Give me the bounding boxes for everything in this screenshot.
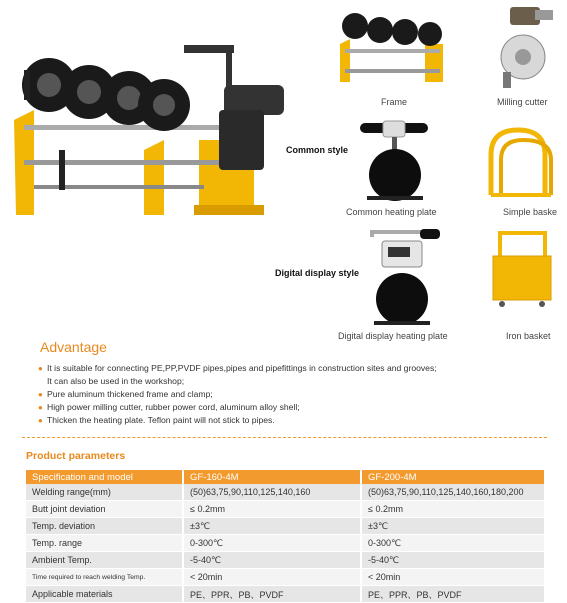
caption-frame: Frame [381,97,408,107]
advantage-item: ● High power milling cutter, rubber power cord, aluminum alloy shell; [38,402,300,412]
common-heating-plate-image [355,118,435,203]
main-machine-image [4,30,304,220]
caption-digital-heating-plate: Digital display heating plate [338,331,448,341]
table-row: Butt joint deviation ≤ 0.2mm ≤ 0.2mm [26,501,545,518]
caption-iron-basket: Iron basket [506,331,551,341]
table-row: Time required to reach welding Temp. < 20min < 20min [26,569,545,586]
table-row: Applicable materials PE、PPR、PB、PVDF PE、PPR、PB、PVDF [26,586,545,603]
label-digital-style: Digital display style [275,268,360,278]
caption-simple-basket: Simple baske [503,207,558,217]
params-table [26,470,546,603]
bullet-icon: ● [38,416,43,425]
digital-heating-plate-image [360,227,450,327]
header-spec: Specification and model [26,470,183,484]
frame-image [335,4,450,84]
table-row: Temp. deviation ±3℃ ±3℃ [26,518,545,535]
caption-milling-cutter: Milling cutter [497,97,548,107]
header-model-1: GF-160-4M [183,470,361,484]
advantage-item: ● Thicken the heating plate. Teflon paint will not stick to pipes. [38,415,275,425]
divider [22,437,547,438]
table-row: Welding range(mm) (50)63,75,90,110,125,140,160 (50)63,75,90,110,125,140,160,180,200 [26,484,545,501]
advantage-item: ● Pure aluminum thickened frame and clamp; [38,389,213,399]
bullet-icon: ● [38,403,43,412]
milling-cutter-image [495,2,555,92]
table-row: Ambient Temp. -5-40℃ -5-40℃ [26,552,545,569]
advantage-item: ● It is suitable for connecting PE,PP,PVDF pipes,pipes and pipefittings in construction sites and grooves; [38,363,437,373]
bullet-icon: ● [38,364,43,373]
caption-common-heating-plate: Common heating plate [346,207,437,217]
params-header-row [26,470,545,484]
bullet-icon: ● [38,390,43,399]
table-row: Temp. range 0-300℃ 0-300℃ [26,535,545,552]
advantage-item: It can also be used in the workshop; [47,376,185,386]
label-common-style: Common style [286,145,349,155]
advantage-title: Advantage [40,339,107,355]
header-model-2: GF-200-4M [361,470,545,484]
simple-basket-image [483,125,558,200]
advantage-list [38,362,538,427]
params-title: Product parameters [26,450,126,462]
iron-basket-image [490,228,555,308]
